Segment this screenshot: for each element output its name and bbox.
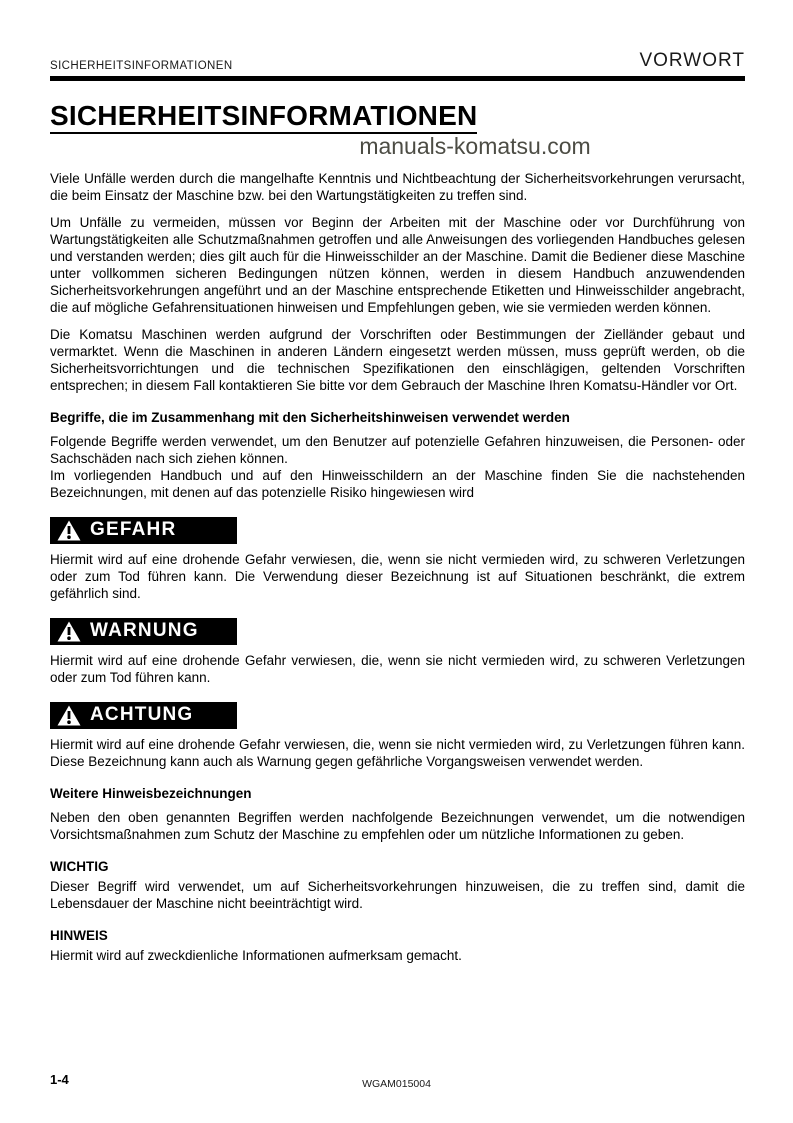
warning-triangle-icon [57, 520, 81, 541]
hinweis-heading: HINWEIS [50, 927, 108, 943]
caution-text: Hiermit wird auf eine drohende Gefahr verwiesen, die, wenn sie nicht vermieden wird, zu Verletzungen führen kann. Diese Bezeichnung kann auch als Warnung gegen gefährliche Vorgangsweisen verwendet werden. [50, 736, 745, 769]
warning-banner [50, 618, 237, 645]
hinweis-text: Hiermit wird auf zweckdienliche Informationen aufmerksam gemacht. [50, 947, 462, 963]
title-row [50, 81, 745, 134]
intro-paragraph-3: Die Komatsu Maschinen werden aufgrund der Vorschriften oder Bestimmungen der Zielländer gebaut und vermarktet. Wenn die Maschinen in anderen Ländern eingesetzt werden müssen, muss geprüft werden, ob die Sicherheitsvorrichtungen und die technischen Spezifikationen den einschlägigen, geltenden Vorschriften entsprechen; in diesem Fall kontaktieren Sie bitte vor dem Gebrauch der Maschine Ihren Komatsu-Händler vor Ort. [50, 326, 745, 393]
begriffe-heading: Begriffe, die im Zusammenhang mit den Sicherheitshinweisen verwendet werden [50, 409, 570, 425]
danger-text: Hiermit wird auf eine drohende Gefahr verwiesen, die, wenn sie nicht vermieden wird, zu schweren Verletzungen oder zum Tod führen kann. Die Verwendung dieser Bezeichnung ist auf Situationen beschränkt, die extrem gefährlich sind. [50, 551, 745, 601]
page-number: 1-4 [50, 1072, 69, 1087]
page-header [50, 50, 745, 81]
intro-paragraph-2: Um Unfälle zu vermeiden, müssen vor Beginn der Arbeiten mit der Maschine oder vor Durchführung von Wartungstätigkeiten alle Schutzmaßnahmen getroffen und alle Anweisungen des vorliegenden Handbuches gelesen und verstanden werden; dies gilt auch für die Hinweisschilder an der Maschine. Damit die Bediener diese Maschine unter vollkommen sicheren Bedingungen nützen können, werden in diesem Handbuch anzuwendenden Sicherheitsvorkehrungen angeführt und an der Maschine entsprechende Etiketten und Hinweisschilder angebracht, die auf mögliche Gefahrensituationen hinweisen und Empfehlungen geben, wie sie vermieden werden können. [50, 214, 745, 315]
warning-text: Hiermit wird auf eine drohende Gefahr verwiesen, die, wenn sie nicht vermieden wird, zu schweren Verletzungen oder zum Tod führen kann. [50, 652, 745, 685]
header-running-title: SICHERHEITSINFORMATIONEN [50, 60, 233, 72]
begriffe-paragraph-2: Im vorliegenden Handbuch und auf den Hinweisschildern an der Maschine finden Sie die nachstehenden Bezeichnungen, mit denen auf das potenzielle Risiko hingewiesen wird [50, 467, 745, 500]
page-footer [0, 1072, 793, 1102]
watermark-text: manuals-komatsu.com [359, 133, 591, 160]
wichtig-heading: WICHTIG [50, 858, 109, 874]
caution-label: ACHTUNG [90, 704, 194, 726]
weitere-heading: Weitere Hinweisbezeichnungen [50, 785, 252, 801]
intro-paragraph-1: Viele Unfälle werden durch die mangelhafte Kenntnis und Nichtbeachtung der Sicherheitsvorkehrungen verursacht, die beim Einsatz der Maschine bzw. bei den Wartungstätigkeiten zu treffen sind. [50, 170, 745, 203]
document-code: WGAM015004 [362, 1078, 431, 1090]
warning-triangle-icon [57, 705, 81, 726]
caution-banner [50, 702, 237, 729]
warning-label: WARNUNG [90, 620, 199, 642]
danger-label: GEFAHR [90, 519, 177, 541]
wichtig-text: Dieser Begriff wird verwendet, um auf Sicherheitsvorkehrungen hinzuweisen, die zu treffen sind, damit die Lebensdauer der Maschine nicht beeinträchtigt wird. [50, 878, 745, 911]
begriffe-paragraph-1: Folgende Begriffe werden verwendet, um den Benutzer auf potenzielle Gefahren hinzuweisen, die Personen- oder Sachschäden nach sich ziehen können. [50, 433, 745, 466]
danger-banner [50, 517, 237, 544]
page-title: SICHERHEITSINFORMATIONEN [50, 101, 477, 134]
weitere-text: Neben den oben genannten Begriffen werden nachfolgende Bezeichnungen verwendet, um die notwendigen Vorsichtsmaßnahmen zum Schutz der Maschine zu empfehlen oder um nützliche Informationen zu geben. [50, 809, 745, 842]
header-section-title: VORWORT [639, 50, 745, 71]
warning-triangle-icon [57, 621, 81, 642]
